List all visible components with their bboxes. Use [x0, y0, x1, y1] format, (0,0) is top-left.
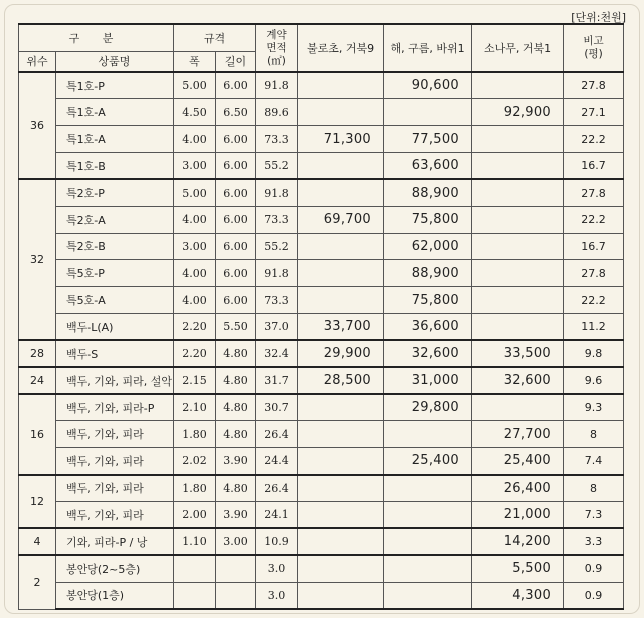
price-cell-b: 32,600 — [384, 340, 472, 367]
area-cell: 24.1 — [256, 502, 298, 529]
col-c-header: 소나무, 거북1 — [472, 24, 564, 72]
price-cell-a — [298, 448, 384, 475]
price-cell-a — [298, 72, 384, 99]
price-cell-c — [472, 153, 564, 180]
table-row — [19, 528, 624, 555]
width-cell — [174, 555, 216, 582]
area-header-line-2: 면적 — [266, 41, 287, 54]
width-cell: 2.02 — [174, 448, 216, 475]
product-cell: 특5호-A — [56, 287, 174, 314]
price-cell-c: 26,400 — [472, 475, 564, 502]
price-cell-b: 75,800 — [384, 206, 472, 233]
price-cell-b: 88,900 — [384, 179, 472, 206]
table-row — [19, 126, 624, 153]
price-cell-a: 71,300 — [298, 126, 384, 153]
price-cell-b: 62,000 — [384, 233, 472, 260]
area-cell: 89.6 — [256, 99, 298, 126]
note-cell: 16.7 — [564, 233, 624, 260]
table-row — [19, 287, 624, 314]
price-cell-b: 77,500 — [384, 126, 472, 153]
price-cell-c: 4,300 — [472, 582, 564, 609]
price-cell-b — [384, 502, 472, 529]
price-cell-c — [472, 394, 564, 421]
area-cell: 73.3 — [256, 206, 298, 233]
rank-header: 위수 — [19, 51, 56, 72]
price-cell-c: 14,200 — [472, 528, 564, 555]
table-row — [19, 394, 624, 421]
product-cell: 백두, 기와, 피라-P — [56, 394, 174, 421]
rank-cell: 4 — [19, 528, 56, 555]
table-row — [19, 314, 624, 341]
area-cell: 26.4 — [256, 475, 298, 502]
length-cell: 6.00 — [216, 72, 256, 99]
price-cell-b — [384, 475, 472, 502]
rank-cell: 36 — [19, 72, 56, 179]
price-cell-a — [298, 179, 384, 206]
note-cell: 9.6 — [564, 367, 624, 394]
area-cell: 73.3 — [256, 287, 298, 314]
area-cell: 91.8 — [256, 179, 298, 206]
area-cell: 26.4 — [256, 421, 298, 448]
price-cell-a — [298, 233, 384, 260]
width-cell — [174, 582, 216, 609]
area-cell: 24.4 — [256, 448, 298, 475]
price-cell-a — [298, 153, 384, 180]
length-cell: 4.80 — [216, 340, 256, 367]
table-body — [19, 72, 624, 609]
width-cell: 1.80 — [174, 421, 216, 448]
area-cell: 73.3 — [256, 126, 298, 153]
area-cell: 30.7 — [256, 394, 298, 421]
price-cell-b — [384, 582, 472, 609]
length-cell: 4.80 — [216, 394, 256, 421]
table-row — [19, 233, 624, 260]
product-cell: 특5호-P — [56, 260, 174, 287]
width-cell: 2.00 — [174, 502, 216, 529]
table-row — [19, 448, 624, 475]
area-cell: 55.2 — [256, 153, 298, 180]
price-cell-b: 36,600 — [384, 314, 472, 341]
table-row — [19, 72, 624, 99]
note-cell: 9.8 — [564, 340, 624, 367]
width-cell: 2.20 — [174, 314, 216, 341]
price-cell-c — [472, 72, 564, 99]
price-cell-c — [472, 126, 564, 153]
note-cell: 11.2 — [564, 314, 624, 341]
area-header-line-1: 계약 — [266, 28, 287, 41]
price-cell-a: 33,700 — [298, 314, 384, 341]
width-cell: 2.15 — [174, 367, 216, 394]
length-cell: 3.90 — [216, 448, 256, 475]
length-cell: 6.00 — [216, 179, 256, 206]
table-row — [19, 260, 624, 287]
width-cell: 1.80 — [174, 475, 216, 502]
price-cell-a: 29,900 — [298, 340, 384, 367]
width-cell: 3.00 — [174, 233, 216, 260]
length-cell: 4.80 — [216, 367, 256, 394]
price-cell-b — [384, 421, 472, 448]
length-cell — [216, 555, 256, 582]
rank-cell: 2 — [19, 555, 56, 609]
price-cell-b: 25,400 — [384, 448, 472, 475]
price-cell-b: 88,900 — [384, 260, 472, 287]
table-row — [19, 367, 624, 394]
product-cell: 특1호-P — [56, 72, 174, 99]
price-cell-b: 63,600 — [384, 153, 472, 180]
width-cell: 1.10 — [174, 528, 216, 555]
price-cell-a: 28,500 — [298, 367, 384, 394]
price-cell-c: 92,900 — [472, 99, 564, 126]
note-cell: 7.3 — [564, 502, 624, 529]
width-cell: 4.00 — [174, 126, 216, 153]
note-header-line-2: (평) — [584, 48, 603, 60]
price-cell-c: 25,400 — [472, 448, 564, 475]
note-cell: 3.3 — [564, 528, 624, 555]
length-cell: 5.50 — [216, 314, 256, 341]
price-cell-a — [298, 394, 384, 421]
width-cell: 5.00 — [174, 179, 216, 206]
note-cell: 7.4 — [564, 448, 624, 475]
price-cell-c — [472, 260, 564, 287]
length-cell: 6.00 — [216, 126, 256, 153]
table-row — [19, 555, 624, 582]
rank-cell: 32 — [19, 179, 56, 340]
length-cell: 3.00 — [216, 528, 256, 555]
table-row — [19, 475, 624, 502]
area-cell: 3.0 — [256, 555, 298, 582]
length-cell: 6.00 — [216, 233, 256, 260]
price-cell-c: 5,500 — [472, 555, 564, 582]
length-cell: 6.00 — [216, 287, 256, 314]
width-cell: 4.00 — [174, 260, 216, 287]
note-cell: 27.8 — [564, 72, 624, 99]
product-cell: 특2호-B — [56, 233, 174, 260]
area-cell: 91.8 — [256, 260, 298, 287]
product-cell: 백두, 기와, 피라 — [56, 448, 174, 475]
category-header: 구 분 — [19, 24, 174, 51]
product-cell: 특1호-B — [56, 153, 174, 180]
width-cell: 3.00 — [174, 153, 216, 180]
product-cell: 특2호-P — [56, 179, 174, 206]
product-cell: 백두, 기와, 피라 — [56, 421, 174, 448]
area-cell: 3.0 — [256, 582, 298, 609]
note-cell: 0.9 — [564, 555, 624, 582]
price-cell-b — [384, 528, 472, 555]
table-row — [19, 502, 624, 529]
price-table — [18, 23, 624, 610]
area-cell: 31.7 — [256, 367, 298, 394]
note-cell: 27.8 — [564, 260, 624, 287]
price-cell-c: 21,000 — [472, 502, 564, 529]
table-row — [19, 582, 624, 609]
width-cell: 4.00 — [174, 287, 216, 314]
rank-cell: 16 — [19, 394, 56, 475]
price-cell-b — [384, 99, 472, 126]
product-cell: 봉안당(2~5층) — [56, 555, 174, 582]
product-cell: 봉안당(1층) — [56, 582, 174, 609]
length-cell: 6.00 — [216, 206, 256, 233]
price-cell-c — [472, 287, 564, 314]
price-cell-c: 33,500 — [472, 340, 564, 367]
price-cell-b — [384, 555, 472, 582]
product-cell: 백두-L(A) — [56, 314, 174, 341]
price-cell-c — [472, 314, 564, 341]
area-cell: 32.4 — [256, 340, 298, 367]
table-row — [19, 421, 624, 448]
product-cell: 백두, 기와, 피라 — [56, 502, 174, 529]
area-cell: 10.9 — [256, 528, 298, 555]
length-cell: 4.80 — [216, 475, 256, 502]
area-header-line-3: (㎡) — [267, 54, 286, 67]
product-cell: 백두-S — [56, 340, 174, 367]
width-cell: 5.00 — [174, 72, 216, 99]
price-cell-c: 32,600 — [472, 367, 564, 394]
spec-header: 규격 — [174, 24, 256, 51]
price-cell-a — [298, 528, 384, 555]
area-cell: 91.8 — [256, 72, 298, 99]
rank-cell: 24 — [19, 367, 56, 394]
product-cell: 백두, 기와, 피라 — [56, 475, 174, 502]
price-cell-a — [298, 260, 384, 287]
price-cell-b: 75,800 — [384, 287, 472, 314]
price-cell-c: 27,700 — [472, 421, 564, 448]
note-cell: 27.1 — [564, 99, 624, 126]
unit-label: [단위:천원] — [571, 11, 626, 24]
col-a-header: 불로초, 거북9 — [298, 24, 384, 72]
width-header: 폭 — [174, 51, 216, 72]
price-cell-a — [298, 421, 384, 448]
price-cell-a: 69,700 — [298, 206, 384, 233]
length-cell: 6.00 — [216, 153, 256, 180]
table-row — [19, 179, 624, 206]
header-row-1 — [19, 24, 624, 51]
price-cell-a — [298, 582, 384, 609]
length-cell: 6.50 — [216, 99, 256, 126]
price-cell-c — [472, 206, 564, 233]
table-row — [19, 340, 624, 367]
price-cell-a — [298, 555, 384, 582]
price-cell-a — [298, 475, 384, 502]
note-cell: 27.8 — [564, 179, 624, 206]
width-cell: 4.00 — [174, 206, 216, 233]
col-b-header: 해, 구름, 바위1 — [384, 24, 472, 72]
width-cell: 2.20 — [174, 340, 216, 367]
area-cell: 37.0 — [256, 314, 298, 341]
length-cell: 4.80 — [216, 421, 256, 448]
product-cell: 기와, 피라-P / 낭 — [56, 528, 174, 555]
area-header — [256, 24, 298, 72]
area-cell: 55.2 — [256, 233, 298, 260]
note-cell: 8 — [564, 421, 624, 448]
length-cell — [216, 582, 256, 609]
product-cell: 특1호-A — [56, 99, 174, 126]
price-cell-c — [472, 233, 564, 260]
length-cell: 3.90 — [216, 502, 256, 529]
rank-cell: 12 — [19, 475, 56, 529]
price-cell-a — [298, 502, 384, 529]
note-header-line-1: 비고 — [583, 35, 604, 47]
product-cell: 특2호-A — [56, 206, 174, 233]
width-cell: 2.10 — [174, 394, 216, 421]
product-header: 상품명 — [56, 51, 174, 72]
product-cell: 백두, 기와, 피라, 설악 — [56, 367, 174, 394]
note-cell: 22.2 — [564, 126, 624, 153]
note-cell: 0.9 — [564, 582, 624, 609]
note-cell: 22.2 — [564, 287, 624, 314]
table-row — [19, 99, 624, 126]
note-cell: 8 — [564, 475, 624, 502]
table-row — [19, 153, 624, 180]
price-cell-b: 90,600 — [384, 72, 472, 99]
note-cell: 16.7 — [564, 153, 624, 180]
note-cell: 9.3 — [564, 394, 624, 421]
price-cell-a — [298, 99, 384, 126]
price-cell-b: 29,800 — [384, 394, 472, 421]
note-header — [564, 24, 624, 72]
length-cell: 6.00 — [216, 260, 256, 287]
width-cell: 4.50 — [174, 99, 216, 126]
length-header: 길이 — [216, 51, 256, 72]
price-cell-b: 31,000 — [384, 367, 472, 394]
product-cell: 특1호-A — [56, 126, 174, 153]
rank-cell: 28 — [19, 340, 56, 367]
table-row — [19, 206, 624, 233]
price-cell-a — [298, 287, 384, 314]
price-cell-c — [472, 179, 564, 206]
note-cell: 22.2 — [564, 206, 624, 233]
